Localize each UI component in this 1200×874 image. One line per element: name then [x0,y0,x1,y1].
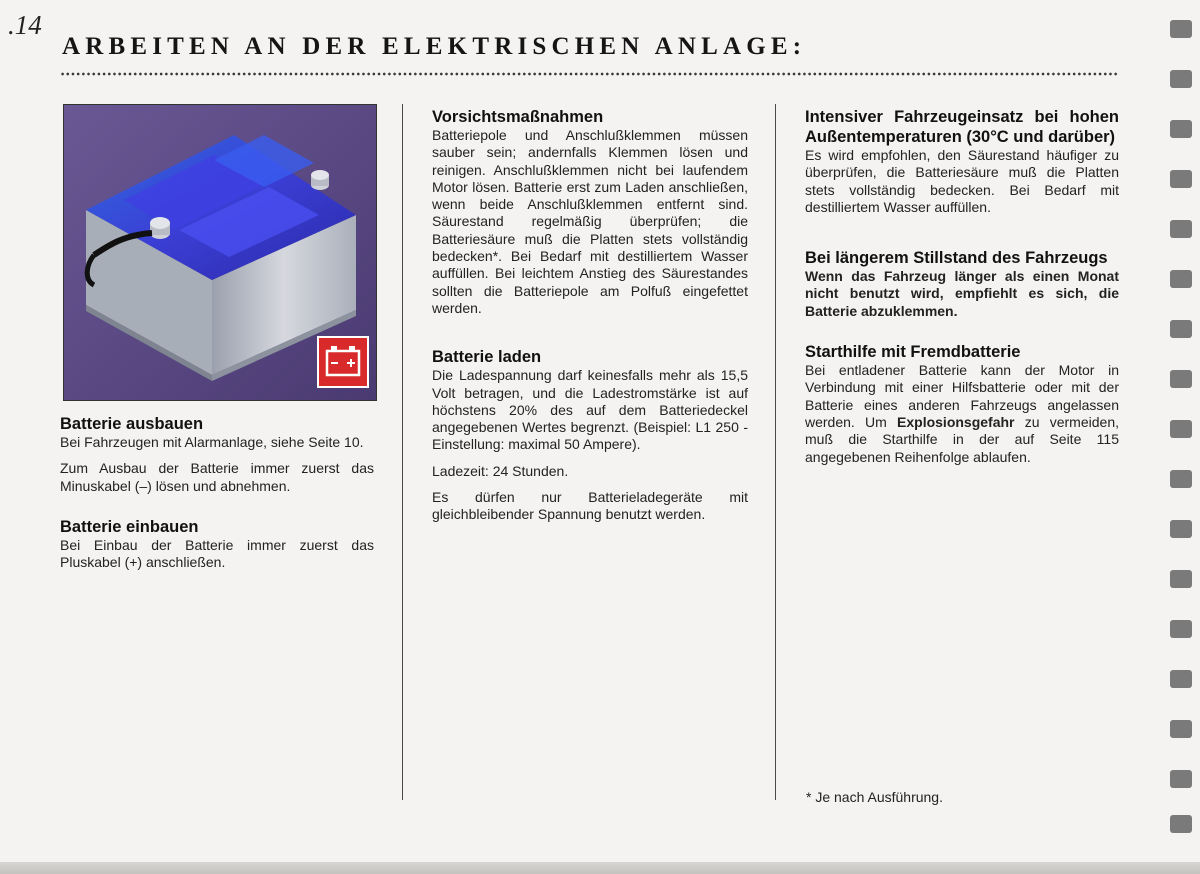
paragraph: Die Ladespannung darf keinesfalls mehr als 15,5 Volt betragen, und die Ladestromstärke ist auf höchstens 20% des auf dem Batteriedeckel angegebenen Wertes begrenzt. (Beispiel: L1 250 - Einstellung: maximal 50 Ampere). [432,367,748,453]
page-title: ARBEITEN AN DER ELEKTRISCHEN ANLAGE: [62,33,807,60]
paragraph: Zum Ausbau der Batterie immer zuerst das Minuskabel (–) lösen und abnehmen. [60,460,374,494]
paragraph: Es wird empfohlen, den Säurestand häufiger zu überprüfen, die Batteriesäure muß die Platten stets vollständig bedecken. Bei Bedarf mit destilliertem Wasser auffüllen. [805,147,1119,215]
column-divider [402,104,403,800]
title-dotted-rule [60,72,1118,76]
emphasis-paragraph: Wenn das Fahrzeug länger als einen Monat nicht benutzt wird, empfiehlt es sich, die Batterie abzuklemmen. [805,268,1119,319]
column-divider [775,104,776,800]
spiral-binding [1156,20,1200,840]
heading-batterie-einbauen: Batterie einbauen [60,517,199,536]
heading-batterie-laden: Batterie laden [432,348,542,367]
column-2 [432,107,748,524]
column-3 [805,107,1119,466]
battery-warning-icon [318,337,368,387]
paragraph-starthilfe: Bei entladener Batterie kann der Motor in Verbindung mit einer Hilfsbatterie oder mit der Batterie eines anderen Fahrzeugs angelassen werden. Um Explosionsgefahr zu vermeiden, muß die Starthilfe in der auf Seite 115 angegebenen Reihenfolge ablaufen. [805,362,1119,465]
paragraph: Batteriepole und Anschlußklemmen müssen sauber sein; andernfalls Klemmen lösen und reinigen. Anschlußklemmen nicht bei laufendem Motor lösen. Batterie erst zum Laden anschließen, wenn beide Anschlußklemmen entfernt sind. Säurestand regelmäßig überprüfen; die Batteriesäure muß die Platten stets vollständig bedecken*. Bei Bedarf mit destilliertem Wasser auffüllen. Bei leichtem Anstieg des Säurestandes sollten die Batteriepole am Polfuß eingefettet werden. [432,127,748,316]
heading-hohe-temperaturen: Intensiver Fahrzeugeinsatz bei hohen Außentemperaturen (30°C und darüber) [805,108,1119,146]
heading-vorsichtsmassnahmen: Vorsichtsmaßnahmen [432,108,604,126]
column-1 [60,414,374,571]
heading-starthilfe: Starthilfe mit Fremdbatterie [805,343,1021,362]
heading-stillstand: Bei längerem Stillstand des Fahrzeugs [805,249,1108,268]
paragraph: Es dürfen nur Batterieladegeräte mit gleichbleibender Spannung benutzt werden. [432,489,748,523]
page-bottom-edge [0,862,1200,874]
page-number: .14 [8,10,42,40]
paragraph: Ladezeit: 24 Stunden. [432,462,569,479]
heading-batterie-ausbauen: Batterie ausbauen [60,415,204,433]
footnote: * Je nach Ausführung. [806,789,943,805]
paragraph: Bei Einbau der Batterie immer zuerst das Pluskabel (+) anschließen. [60,536,374,571]
battery-illustration [63,104,377,401]
paragraph: Bei Fahrzeugen mit Alarmanlage, siehe Seite 10. [60,434,364,450]
